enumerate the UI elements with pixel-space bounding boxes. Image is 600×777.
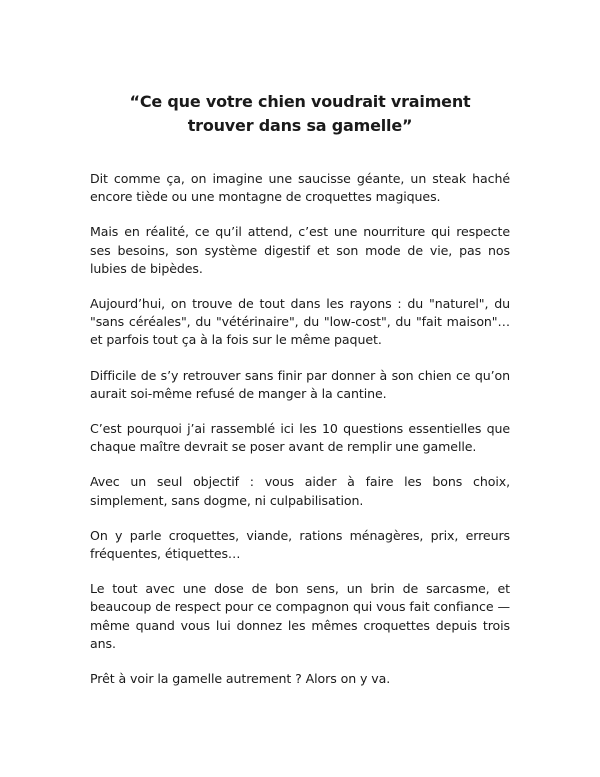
paragraph-4: Difficile de s’y retrouver sans finir par donner à son chien ce qu’on aurait soi-même refusé de manger à la cantine. xyxy=(90,367,510,401)
page-title xyxy=(0,90,600,138)
title-line-2: trouver dans sa gamelle” xyxy=(187,116,413,135)
paragraph-8: Le tout avec une dose de bon sens, un brin de sarcasme, et beaucoup de respect pour ce compagnon qui vous fait confiance — même quand vous lui donnez les mêmes croquettes depuis trois ans. xyxy=(90,581,510,651)
title-line-1: “Ce que votre chien voudrait vraiment xyxy=(129,92,471,111)
paragraph-3: Aujourd’hui, on trouve de tout dans les rayons : du "naturel", du "sans céréales", du "vétérinaire", du "low-cost", du "fait maison"… et parfois tout ça à la fois sur le même paquet. xyxy=(90,296,510,348)
paragraph-6: Avec un seul objectif : vous aider à faire les bons choix, simplement, sans dogme, ni culpabilisation. xyxy=(90,474,510,508)
paragraph-1: Dit comme ça, on imagine une saucisse géante, un steak haché encore tiède ou une montagne de croquettes magiques. xyxy=(90,171,510,205)
paragraph-7: On y parle croquettes, viande, rations ménagères, prix, erreurs fréquentes, étiquettes… xyxy=(90,527,510,562)
paragraph-5: C’est pourquoi j’ai rassemblé ici les 10 questions essentielles que chaque maître devrait se poser avant de remplir une gamelle. xyxy=(90,421,510,455)
paragraph-2: Mais en réalité, ce qu’il attend, c’est une nourriture qui respecte ses besoins, son système digestif et son mode de vie, pas nos lubies de bipèdes. xyxy=(90,224,510,276)
paragraph-9: Prêt à voir la gamelle autrement ? Alors on y va. xyxy=(90,671,391,687)
body-text xyxy=(90,170,510,705)
